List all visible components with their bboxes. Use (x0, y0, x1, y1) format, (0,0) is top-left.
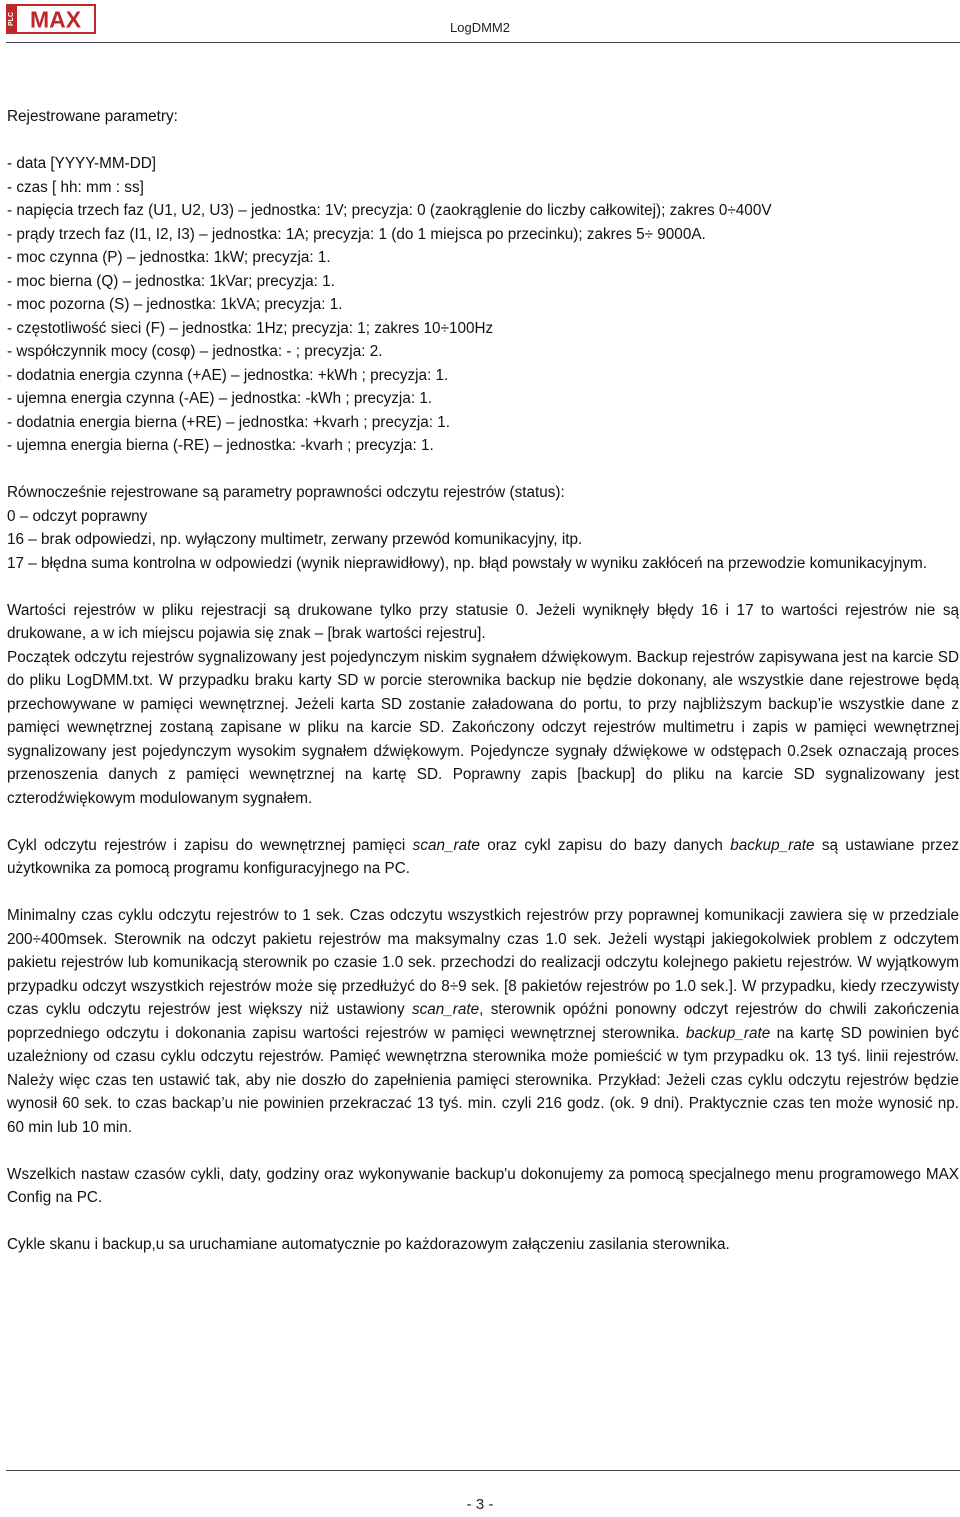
page-header (0, 0, 960, 44)
paragraph-cycle: Cykl odczytu rejestrów i zapisu do wewnętrznej pamięci scan_rate oraz cykl zapisu do bazy danych backup_rate są ustawiane przez użytkownika za pomocą programu konfiguracyjnego na PC. (7, 836, 959, 877)
svg-text:MAX: MAX (29, 6, 82, 33)
page-number: - 3 - (466, 1496, 494, 1513)
document-body (7, 105, 959, 1257)
document-title: LogDMM2 (450, 20, 510, 35)
paragraph-register-values: Wartości rejestrów w pliku rejestracji są drukowane tylko przy statusie 0. Jeżeli wyniknęły błędy 16 i 17 to wartości rejestrów nie są drukowane, a w ich miejscu pojawia się znak – [brak wartości rejestru]. (7, 601, 959, 642)
list-item: - moc czynna (P) – jednostka: 1kW; precyzja: 1. (7, 249, 331, 266)
paragraph-read-start: Początek odczytu rejestrów sygnalizowany jest pojedynczym niskim sygnałem dźwiękowym. Backup rejestrów zapisywana jest na karcie SD do pliku LogDMM.txt. W przypadku braku karty SD w porcie sterownika backup nie będzie dokonany, ale wszystkie dane rejestrowe będą przechowywane w pamięci wewnętrznej. Jeżeli karta SD zostanie załadowana do portu, to przy najbliższym backup’ie wszystkie dane z pamięci wewnętrznej zostaną zapisane w pliku na karcie SD. Zakończony odczyt rejestrów multimetru i zapis w pamięci wewnętrznej sygnalizowany jest pojedynczym wysokim sygnałem dźwiękowym. Pojedyncze sygnały dźwiękowe w odstępach 0.2sek oznaczają proces przenoszenia danych z pamięci wewnętrznej na kartę SD. Poprawny zapis [backup] do pliku na karcie SD sygnalizowany jest czterodźwiękowym modulowanym sygnałem. (7, 648, 959, 807)
list-item: - moc bierna (Q) – jednostka: 1kVar; precyzja: 1. (7, 272, 335, 290)
list-item: - moc pozorna (S) – jednostka: 1kVA; precyzja: 1. (7, 296, 343, 313)
scan-rate-term: scan_rate (412, 836, 480, 854)
status-17: 17 – błędna suma kontrolna w odpowiedzi (wynik nieprawidłowy), np. błąd powstały w wyniku zakłóceń na przewodzie komunikacyjnym. (7, 554, 927, 572)
list-item: - ujemna energia bierna (-RE) – jednostka: -kvarh ; precyzja: 1. (7, 437, 434, 454)
status-intro: Równocześnie rejestrowane są parametry poprawności odczytu rejestrów (status): (7, 484, 565, 501)
status-0: 0 – odczyt poprawny (7, 507, 148, 525)
paragraph-auto-start: Cykle skanu i backup,u sa uruchamiane automatycznie po każdorazowym załączeniu zasilania sterownika. (7, 1236, 730, 1253)
list-item: - częstotliwość sieci (F) – jednostka: 1Hz; precyzja: 1; zakres 10÷100Hz (7, 319, 494, 337)
list-item: - czas [ hh: mm : ss] (7, 178, 144, 196)
list-item: - dodatnia energia bierna (+RE) – jednostka: +kvarh ; precyzja: 1. (7, 413, 451, 431)
params-list (7, 152, 959, 458)
svg-text:PLC: PLC (7, 12, 15, 26)
list-item: - współczynnik mocy (cosφ) – jednostka: - ; precyzja: 2. (7, 343, 383, 360)
paragraph-minimum-time: Minimalny czas cyklu odczytu rejestrów to 1 sek. Czas odczytu wszystkich rejestrów przy poprawnej komunikacji zawiera się w przedziale 200÷400msek. Sterownik na odczyt pakietu rejestrów ma maksymalny czas 1.0 sek. Jeżeli wystąpi jakiegokolwiek problem z odczytem pakietu rejestrów lub komunikacją sterownik po czasie 1.0 sek. przechodzi do realizacji odczytu kolejnego pakietu rejestrów. W wyjątkowym przypadku odczyt wszystkich rejestrów może się przedłużyć do 8÷9 sek. [8 pakietów rejestrów po 1.0 sek.]. W przypadku, kiedy rzeczywisty czas cyklu odczytu rejestrów jest większy niż ustawiony scan_rate, sterownik opóźni ponowny odczyt rejestrów do chwili zakończenia poprzedniego odczytu i dokonania zapisu wartości rejestrów w pamięci wewnętrznej sterownika. backup_rate na kartę SD powinien być uzależniony od czasu cyklu odczytu rejestrów. Pamięć wewnętrzna sterownika może pomieścić w tym przypadku ok. 13 tyś. linii rejestrów. Należy więc czas ten ustawić tak, aby nie doszło do zapełnienia pamięci sterownika. Przykład: Jeżeli czas cyklu odczytu rejestrów będzie wynosił 60 sek. to czas backap’u nie powinien przekraczać 13 tyś. min. czyli 216 godz. (ok. 9 dni). Praktycznie czas ten może wynosić np. 60 min lub 10 min. (7, 907, 959, 1136)
backup-rate-term: backup_rate (686, 1024, 771, 1042)
params-title: Rejestrowane parametry: (7, 108, 178, 125)
list-item: - data [YYYY-MM-DD] (7, 155, 157, 172)
list-item: - napięcia trzech faz (U1, U2, U3) – jednostka: 1V; precyzja: 0 (zaokrąglenie do liczby całkowitej); zakres 0÷400V (7, 202, 772, 219)
backup-rate-term: backup_rate (730, 836, 815, 854)
list-item: - ujemna energia czynna (-AE) – jednostka: -kWh ; precyzja: 1. (7, 390, 433, 407)
header-divider (6, 42, 960, 43)
list-item: - dodatnia energia czynna (+AE) – jednostka: +kWh ; precyzja: 1. (7, 366, 449, 384)
footer-divider (6, 1470, 960, 1471)
status-16: 16 – brak odpowiedzi, np. wyłączony multimetr, zerwany przewód komunikacyjny, itp. (7, 531, 583, 548)
scan-rate-term: scan_rate (411, 1001, 480, 1018)
paragraph-settings: Wszelkich nastaw czasów cykli, daty, godziny oraz wykonywanie backup'u dokonujemy za pomocą specjalnego menu programowego MAX Config na PC. (7, 1165, 959, 1206)
list-item: - prądy trzech faz (I1, I2, I3) – jednostka: 1A; precyzja: 1 (do 1 miejsca po przecinku); zakres 5÷ 9000A. (7, 225, 706, 243)
